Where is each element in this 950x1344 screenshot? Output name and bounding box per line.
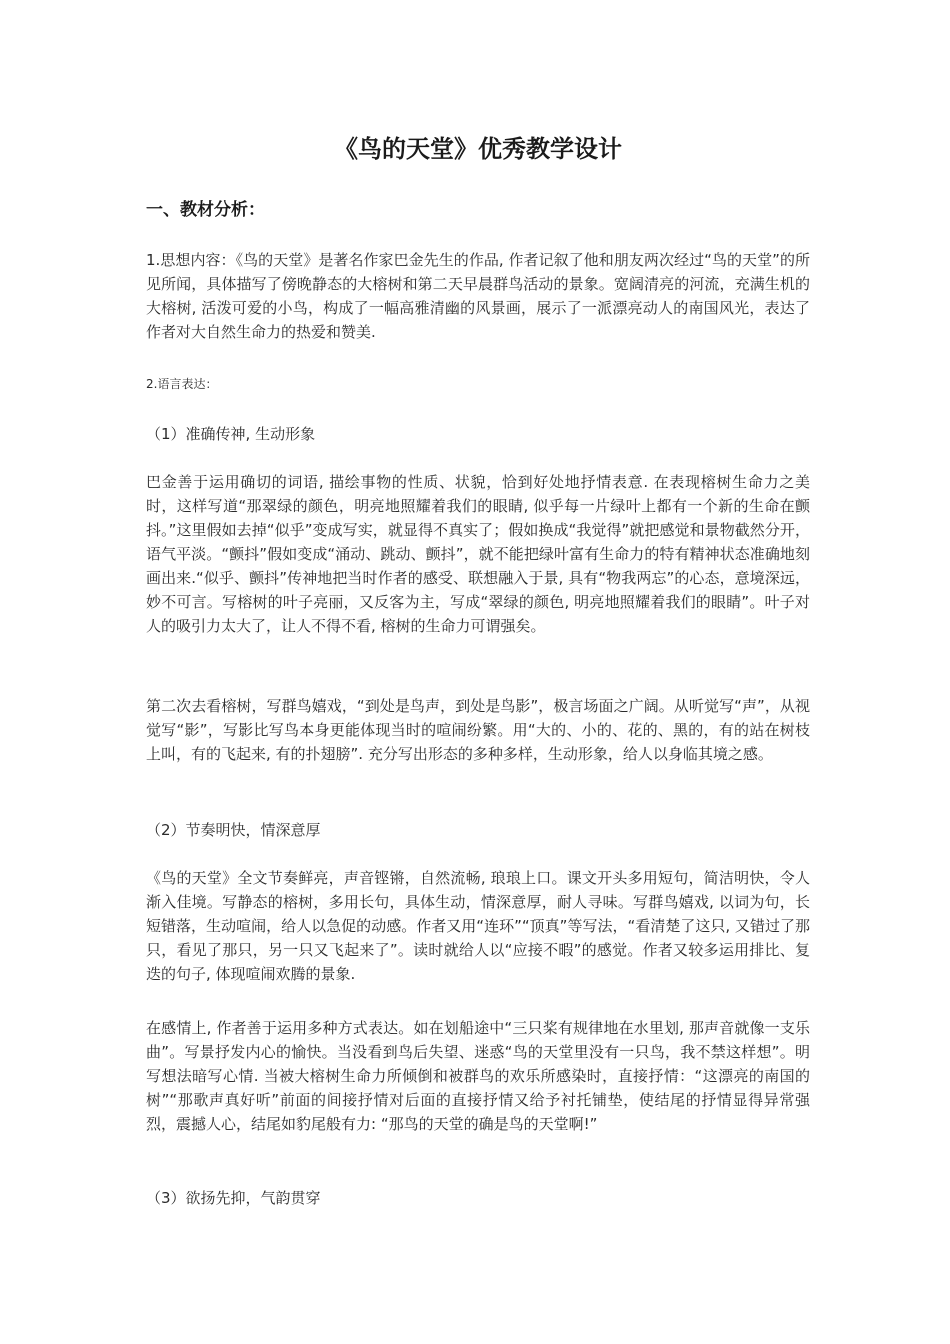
paragraph-language-expression: 2.语言表达： bbox=[146, 377, 218, 391]
subheading-contrast: （3）欲扬先抑，气韵贯穿 bbox=[146, 1189, 321, 1207]
paragraph-thought-content: 1.思想内容：《鸟的天堂》是著名作家巴金先生的作品, 作者记叙了他和朋友两次经过“鸟的天堂”的所见所闻，具体描写了傍晚静态的大榕树和第二天早晨群鸟活动的景象。宽阔清亮的河流，充满生机的大榕树, 活泼可爱的小鸟，构成了一幅高雅清幽的风景画，展示了一派漂亮动人的南国风光，表达了作者对大自然生命力的热爱和赞美. bbox=[146, 251, 810, 341]
paragraph-emotion: 在感情上, 作者善于运用多种方式表达。如在划船途中“三只桨有规律地在水里划, 那声音就像一支乐曲”。写景抒发内心的愉快。当没看到鸟后失望、迷惑“鸟的天堂里没有一只鸟，我不禁这样想”。明写想法暗写心情. 当被大榕树生命力所倾倒和被群鸟的欢乐所感染时，直接抒情：“这漂亮的南国的树”“那歌声真好听”前面的间接抒情对后面的直接抒情又给予衬托铺垫，使结尾的抒情显得异常强烈，震撼人心，结尾如豹尾般有力: “那鸟的天堂的确是鸟的天堂啊!” bbox=[146, 1019, 810, 1133]
document-title: 《鸟的天堂》优秀教学设计 bbox=[334, 135, 622, 163]
subheading-rhythm: （2）节奏明快，情深意厚 bbox=[146, 821, 321, 839]
section-heading-analysis: 一、教材分析： bbox=[146, 200, 265, 220]
paragraph-banyan-description: 巴金善于运用确切的词语, 描绘事物的性质、状貌，恰到好处地抒情表意. 在表现榕树生命力之美时，这样写道“那翠绿的颜色，明亮地照耀着我们的眼睛, 似乎每一片绿叶上都有一个新的生命在颤抖。”这里假如去掉“似乎”变成写实，就显得不真实了；假如换成“我觉得”就把感觉和景物截然分开，语气平淡。“颤抖”假如变成“涌动、跳动、颤抖”，就不能把绿叶富有生命力的特有精神状态准确地刻画出来.“似乎、颤抖”传神地把当时作者的感受、联想融入于景, 具有“物我两忘”的心态，意境深远，妙不可言。写榕树的叶子亮丽，又反客为主，写成“翠绿的颜色, 明亮地照耀着我们的眼睛”。叶子对人的吸引力太大了，让人不得不看, 榕树的生命力可谓强矣。 bbox=[146, 473, 810, 635]
subheading-accurate-vivid: （1）准确传神, 生动形象 bbox=[146, 425, 316, 443]
paragraph-rhythm: 《鸟的天堂》全文节奏鲜亮，声音铿锵，自然流畅, 琅琅上口。课文开头多用短句，简洁明快，令人渐入佳境。写静态的榕树，多用长句，具体生动，情深意厚，耐人寻味。写群鸟嬉戏, 以词为句，长短错落，生动喧闹，给人以急促的动感。作者又用“连环”“顶真”等写法，“看清楚了这只, 又错过了那只，看见了那只，另一只又飞起来了”。读时就给人以“应接不暇”的感觉。作者又较多运用排比、复迭的句子, 体现喧闹欢腾的景象. bbox=[146, 869, 810, 983]
paragraph-birds-play: 第二次去看榕树，写群鸟嬉戏，“到处是鸟声，到处是鸟影”，极言场面之广阔。从听觉写“声”，从视觉写“影”，写影比写鸟本身更能体现当时的喧闹纷繁。用“大的、小的、花的、黑的，有的站在树枝上叫，有的飞起来, 有的扑翅膀”. 充分写出形态的多种多样，生动形象，给人以身临其境之感。 bbox=[146, 697, 810, 763]
